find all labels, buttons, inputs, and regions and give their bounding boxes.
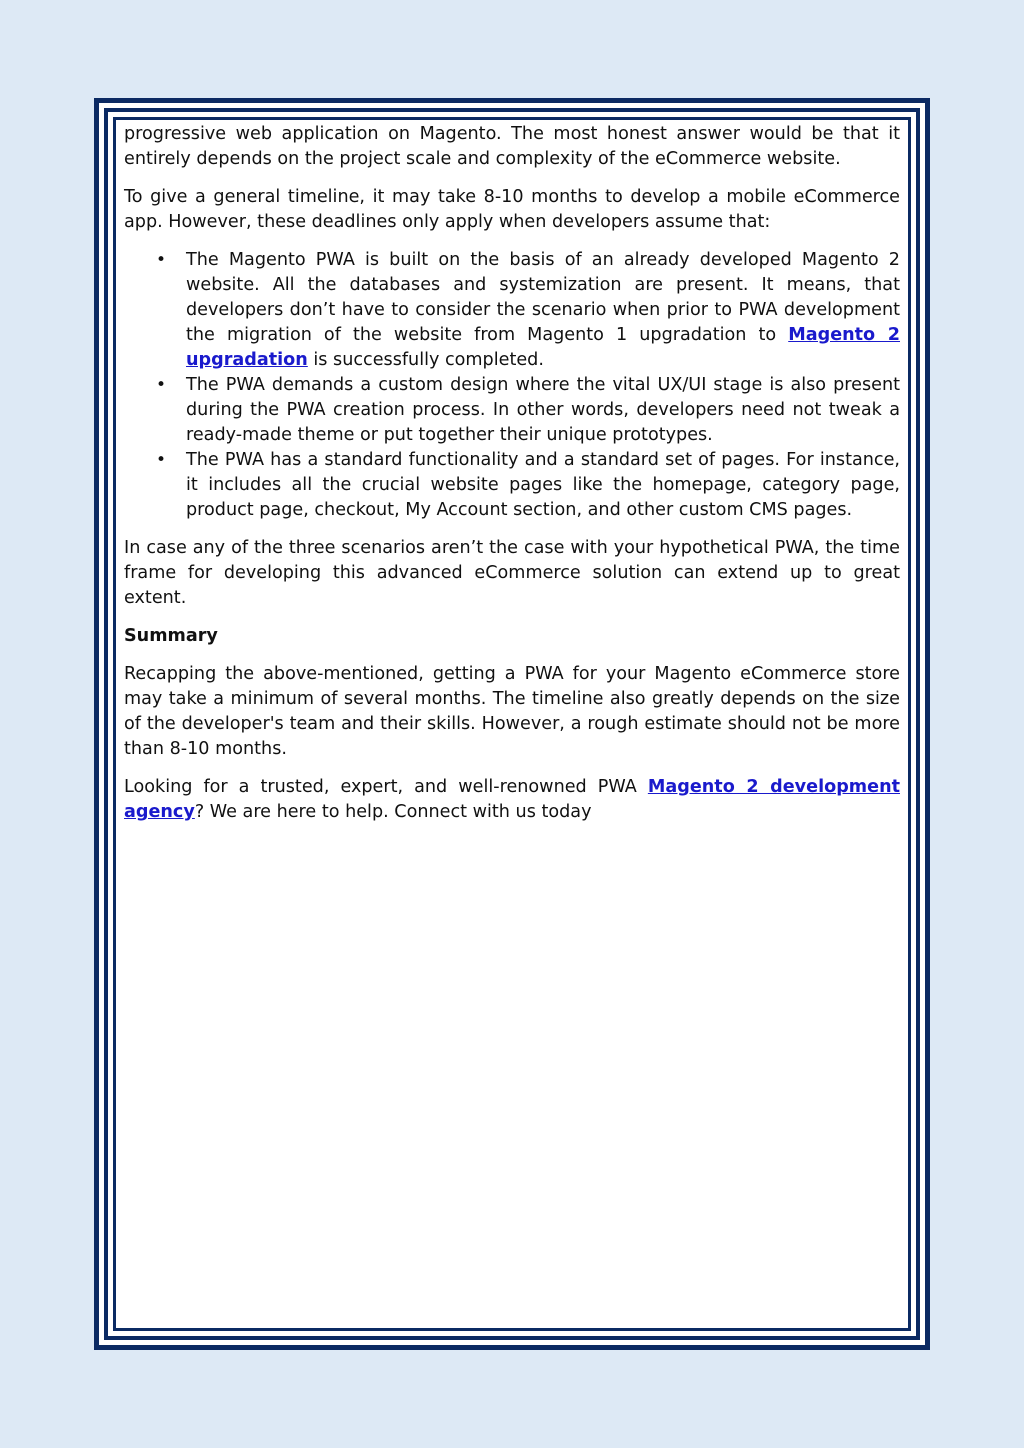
intro-paragraph: progressive web application on Magento. The most honest answer would be that it entirely depends on the project scale and complexity of the eCommerce website. — [124, 124, 900, 169]
scenarios-paragraph: In case any of the three scenarios aren’t the case with your hypothetical PWA, the time frame for developing this advanced eCommerce solution can extend up to great extent. — [124, 538, 900, 608]
list-item-text-end: is successfully completed. — [307, 350, 544, 370]
summary-paragraph: Recapping the above-mentioned, getting a PWA for your Magento eCommerce store may take a minimum of several months. The timeline also greatly depends on the size of the developer's team and their skills. However, a rough estimate should not be more than 8-10 months. — [124, 664, 900, 759]
closing-text-end: ? We are here to help. Connect with us today — [194, 802, 592, 822]
list-item: • The PWA demands a custom design where the vital UX/UI stage is also present during the PWA creation process. In other words, developers need not tweak a ready-made theme or put together their unique prototypes. — [186, 373, 900, 448]
assumptions-list — [124, 248, 900, 523]
closing-paragraph — [124, 775, 900, 825]
magento-2-development-agency-link[interactable]: Magento 2 development agency — [124, 777, 900, 822]
timeline-paragraph: To give a general timeline, it may take 8-10 months to develop a mobile eCommerce app. However, these deadlines only apply when developers assume that: — [124, 187, 900, 232]
summary-heading: Summary — [124, 626, 218, 646]
list-item: • The PWA has a standard functionality and a standard set of pages. For instance, it includes all the crucial website pages like the homepage, category page, product page, checkout, My Account section, and other custom CMS pages. — [186, 448, 900, 523]
closing-text: Looking for a trusted, expert, and well-renowned PWA — [124, 777, 648, 797]
magento-2-upgradation-link[interactable]: Magento 2 upgradation — [186, 325, 900, 370]
list-item — [186, 248, 900, 373]
list-item-text: The Magento PWA is built on the basis of an already developed Magento 2 website. All the databases and systemization are present. It means, that developers don’t have to consider the scenario when prior to PWA development the migration of the website from Magento 1 upgradation to — [186, 250, 900, 345]
document-body — [124, 122, 900, 838]
